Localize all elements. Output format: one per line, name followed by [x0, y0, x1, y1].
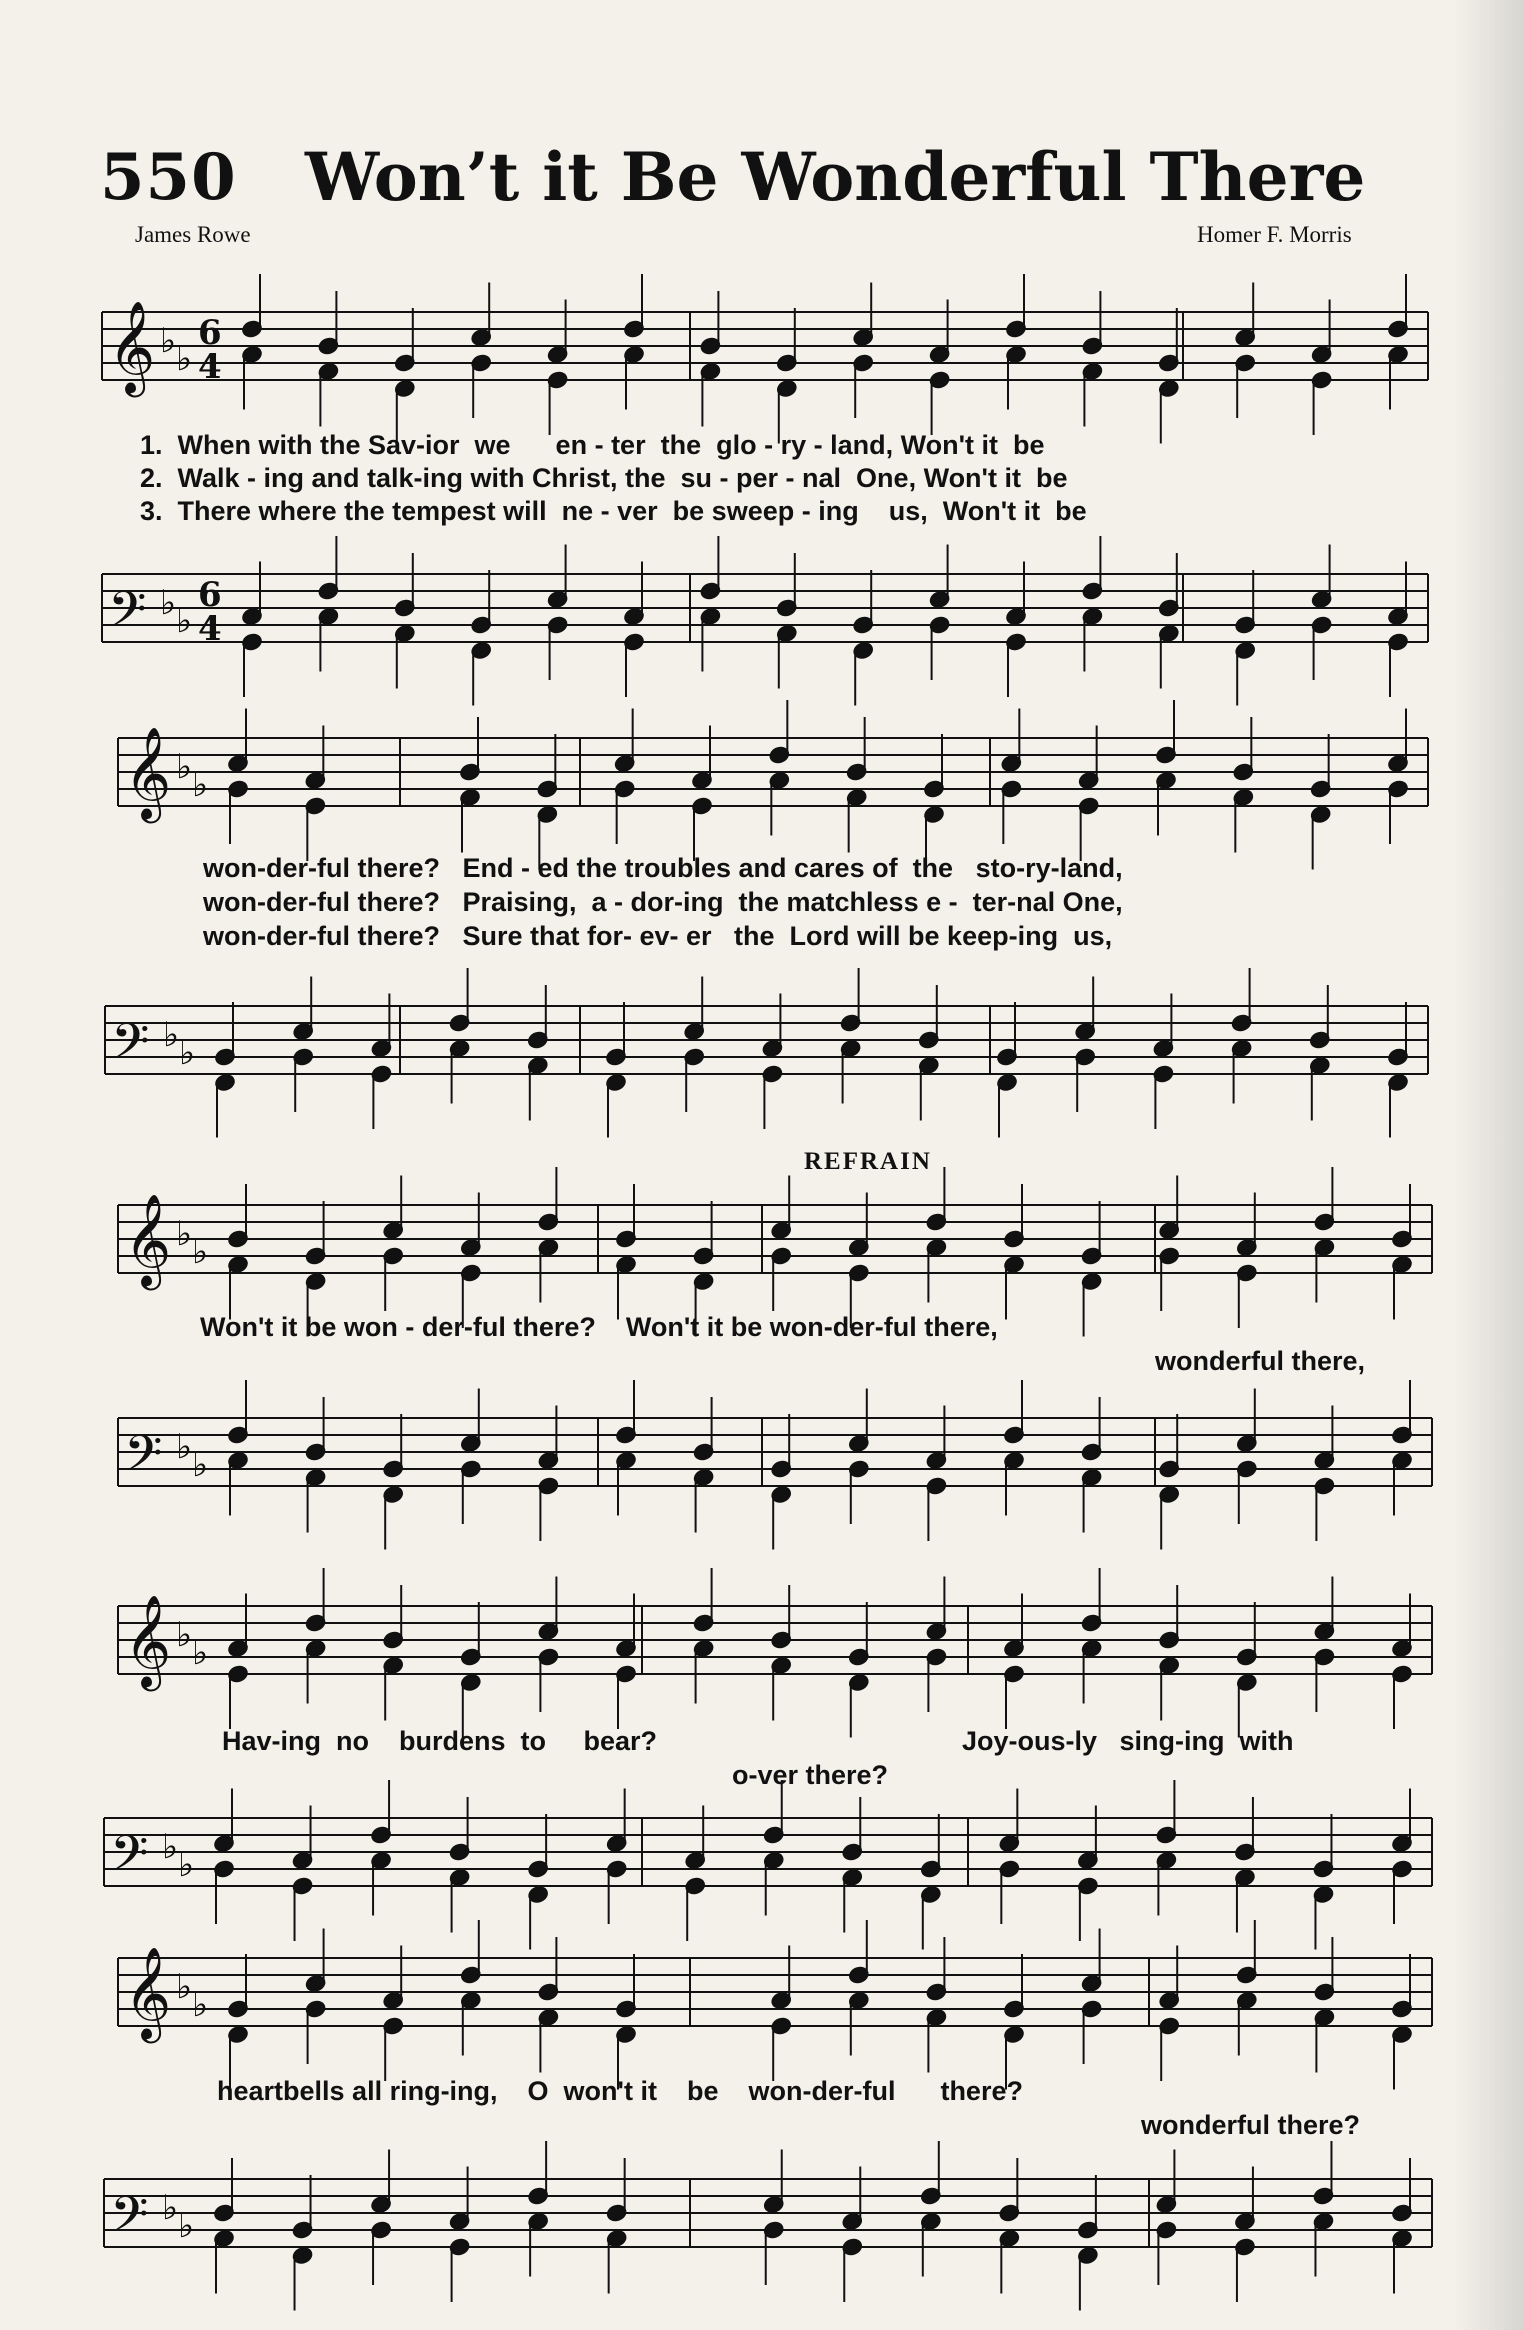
bass-clef: 𝄢 [111, 1013, 150, 1083]
flat-sign: ♭ [162, 1827, 179, 1867]
flat-sign: ♭ [192, 1985, 209, 2025]
refrain-line-2-echo: o-ver there? [732, 1760, 889, 1790]
treble-clef: 𝄞 [124, 1193, 172, 1286]
treble-clef: 𝄞 [124, 1946, 172, 2039]
bass-clef: 𝄢 [110, 2186, 149, 2256]
flat-sign: ♭ [162, 2188, 179, 2228]
refrain-line-3: heartbells all ring-ing, O won't it be won-der-ful there? [217, 2076, 1023, 2106]
flat-sign: ♭ [178, 1845, 195, 1885]
verse-3-line-2: won-der-ful there? Sure that for- ev- er the Lord will be keep-ing us, [203, 921, 1113, 951]
hymn-number: 550 [100, 140, 237, 215]
bass-clef: 𝄢 [124, 1425, 163, 1495]
treble-clef: 𝄞 [124, 1594, 172, 1687]
flat-sign: ♭ [176, 339, 193, 379]
flat-sign: ♭ [178, 2206, 195, 2246]
verse-1-line-1: 1. When with the Sav-ior we en - ter the glo - ry - land, Won't it be [140, 430, 1045, 460]
time-signature-bottom: 4 [198, 609, 222, 649]
time-signature-bottom: 4 [198, 347, 222, 387]
flat-sign: ♭ [176, 1615, 193, 1655]
hymn-title: Won’t it Be Wonderful There [305, 138, 1366, 216]
refrain-line-2-end: Joy-ous-ly sing-ing with [962, 1726, 1294, 1756]
flat-sign: ♭ [192, 765, 209, 805]
flat-sign: ♭ [176, 601, 193, 641]
time-signature-top: 6 [198, 575, 222, 615]
refrain-line-2: Hav-ing no burdens to bear? [222, 1726, 658, 1756]
refrain-label: REFRAIN [804, 1148, 932, 1175]
verse-3-line-1: 3. There where the tempest will ne - ver be sweep - ing us, Won't it be [140, 496, 1087, 526]
composer-credit: Homer F. Morris [1197, 222, 1352, 247]
flat-sign: ♭ [176, 747, 193, 787]
verse-2-line-1: 2. Walk - ing and talk-ing with Christ, the su - per - nal One, Won't it be [140, 463, 1068, 493]
time-signature-top: 6 [198, 313, 222, 353]
bass-clef: 𝄢 [110, 1825, 149, 1895]
flat-sign: ♭ [192, 1232, 209, 1272]
treble-clef: 𝄞 [108, 300, 156, 393]
verse-1-line-2: won-der-ful there? End - ed the troubles and cares of the sto-ry-land, [203, 853, 1123, 883]
lyricist-credit: James Rowe [135, 222, 251, 247]
refrain-line-1-echo: wonderful there, [1155, 1346, 1366, 1376]
flat-sign: ♭ [176, 1967, 193, 2007]
flat-sign: ♭ [163, 1015, 180, 1055]
treble-clef: 𝄞 [124, 726, 172, 819]
flat-sign: ♭ [192, 1445, 209, 1485]
flat-sign: ♭ [176, 1427, 193, 1467]
flat-sign: ♭ [179, 1033, 196, 1073]
refrain-line-1: Won't it be won - der-ful there? Won't it be won-der-ful there, [200, 1312, 998, 1342]
verse-2-line-2: won-der-ful there? Praising, a - dor-ing the matchless e - ter-nal One, [203, 887, 1123, 917]
flat-sign: ♭ [160, 321, 177, 361]
flat-sign: ♭ [192, 1633, 209, 1673]
flat-sign: ♭ [176, 1214, 193, 1254]
refrain-line-3-echo: wonderful there? [1141, 2110, 1361, 2140]
flat-sign: ♭ [160, 583, 177, 623]
bass-clef: 𝄢 [108, 581, 147, 651]
